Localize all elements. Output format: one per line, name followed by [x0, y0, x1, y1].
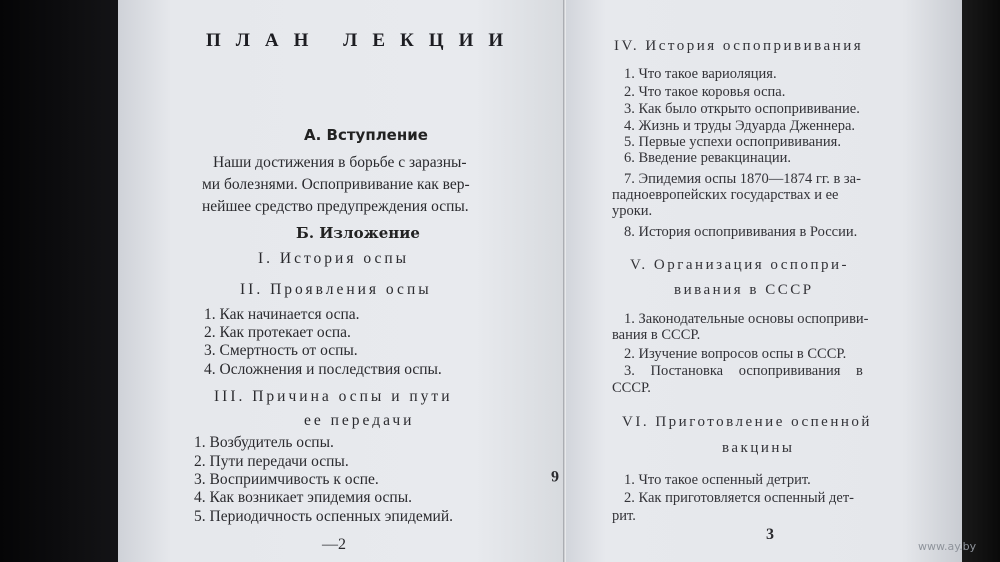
chapter-5-item-continuation: вания в СССР.	[612, 327, 701, 343]
chapter-6-item-continuation: рит.	[612, 508, 636, 524]
chapter-2-item: 2. Как протекает оспа.	[204, 324, 351, 341]
gutter-mark: 6	[551, 467, 559, 484]
intro-line-1: Наши достижения в борьбе с заразны-	[213, 154, 467, 171]
chapter-5-heading-line-1: V. Организация оспопри-	[630, 257, 849, 273]
chapter-4-item: 4. Жизнь и труды Эдуарда Дженнера.	[624, 118, 856, 134]
page-title: ПЛАН ЛЕКЦИИ	[206, 30, 519, 51]
left-page	[118, 0, 564, 562]
chapter-4-item-7-line-1: 7. Эпидемия оспы 1870—1874 гг. в за-	[624, 171, 861, 187]
chapter-4-item: 3. Как было открыто оспопрививание.	[624, 101, 860, 117]
intro-line-3: нейшее средство предупреждения оспы.	[202, 198, 469, 215]
right-page	[566, 0, 962, 562]
chapter-1-heading: I. История оспы	[258, 250, 410, 267]
chapter-2-item: 4. Осложнения и последствия оспы.	[204, 361, 442, 378]
chapter-2-item: 3. Смертность от оспы.	[204, 342, 358, 359]
watermark-text: www.ay.by	[918, 540, 977, 553]
chapter-5-heading-line-2: вивания в СССР	[674, 282, 814, 298]
chapter-3-item: 2. Пути передачи оспы.	[194, 453, 349, 470]
chapter-3-item: 3. Восприимчивость к оспе.	[194, 471, 379, 488]
chapter-6-heading-line-2: вакцины	[722, 440, 795, 456]
intro-line-2: ми болезнями. Оспопрививание как вер-	[202, 176, 470, 193]
chapter-4-item-8: 8. История оспопрививания в России.	[624, 224, 858, 240]
page-number: —2	[322, 536, 346, 553]
chapter-3-heading-line-2: ее передачи	[304, 412, 415, 429]
chapter-4-item-7-line-3: уроки.	[612, 203, 653, 219]
chapter-3-item: 4. Как возникает эпидемия оспы.	[194, 489, 413, 506]
chapter-4-heading: IV. История оспопрививания	[614, 38, 864, 54]
chapter-4-item: 6. Введение ревакцинации.	[624, 150, 792, 166]
chapter-6-item: 2. Как приготовляется оспенный дет-	[624, 490, 855, 506]
chapter-4-item-7-line-2: падноевропейских государствах и ее	[612, 187, 839, 203]
chapter-4-item: 2. Что такое коровья оспа.	[624, 84, 786, 100]
chapter-6-heading-line-1: VI. Приготовление оспенной	[622, 414, 872, 430]
chapter-4-item: 1. Что такое вариоляция.	[624, 66, 777, 82]
chapter-5-item: 1. Законодательные основы оспоприви-	[624, 311, 869, 327]
dark-background-left	[0, 0, 130, 562]
chapter-2-heading: II. Проявления оспы	[240, 281, 432, 298]
chapter-3-item: 1. Возбудитель оспы.	[194, 434, 334, 451]
chapter-6-item: 1. Что такое оспенный детрит.	[624, 472, 811, 488]
chapter-3-heading-line-1: III. Причина оспы и пути	[214, 388, 453, 405]
chapter-2-item: 1. Как начинается оспа.	[204, 306, 360, 323]
section-b-heading: Б. Изложение	[296, 224, 420, 242]
page-number: 3	[766, 526, 774, 543]
chapter-5-item: 3. Постановка оспопрививания в	[624, 363, 863, 379]
section-a-heading: А. Вступление	[304, 126, 428, 144]
chapter-3-item: 5. Периодичность оспенных эпидемий.	[194, 508, 454, 525]
chapter-5-item: 2. Изучение вопросов оспы в СССР.	[624, 346, 847, 362]
chapter-4-item: 5. Первые успехи оспопрививания.	[624, 134, 841, 150]
chapter-5-item-continuation: СССР.	[612, 380, 651, 396]
